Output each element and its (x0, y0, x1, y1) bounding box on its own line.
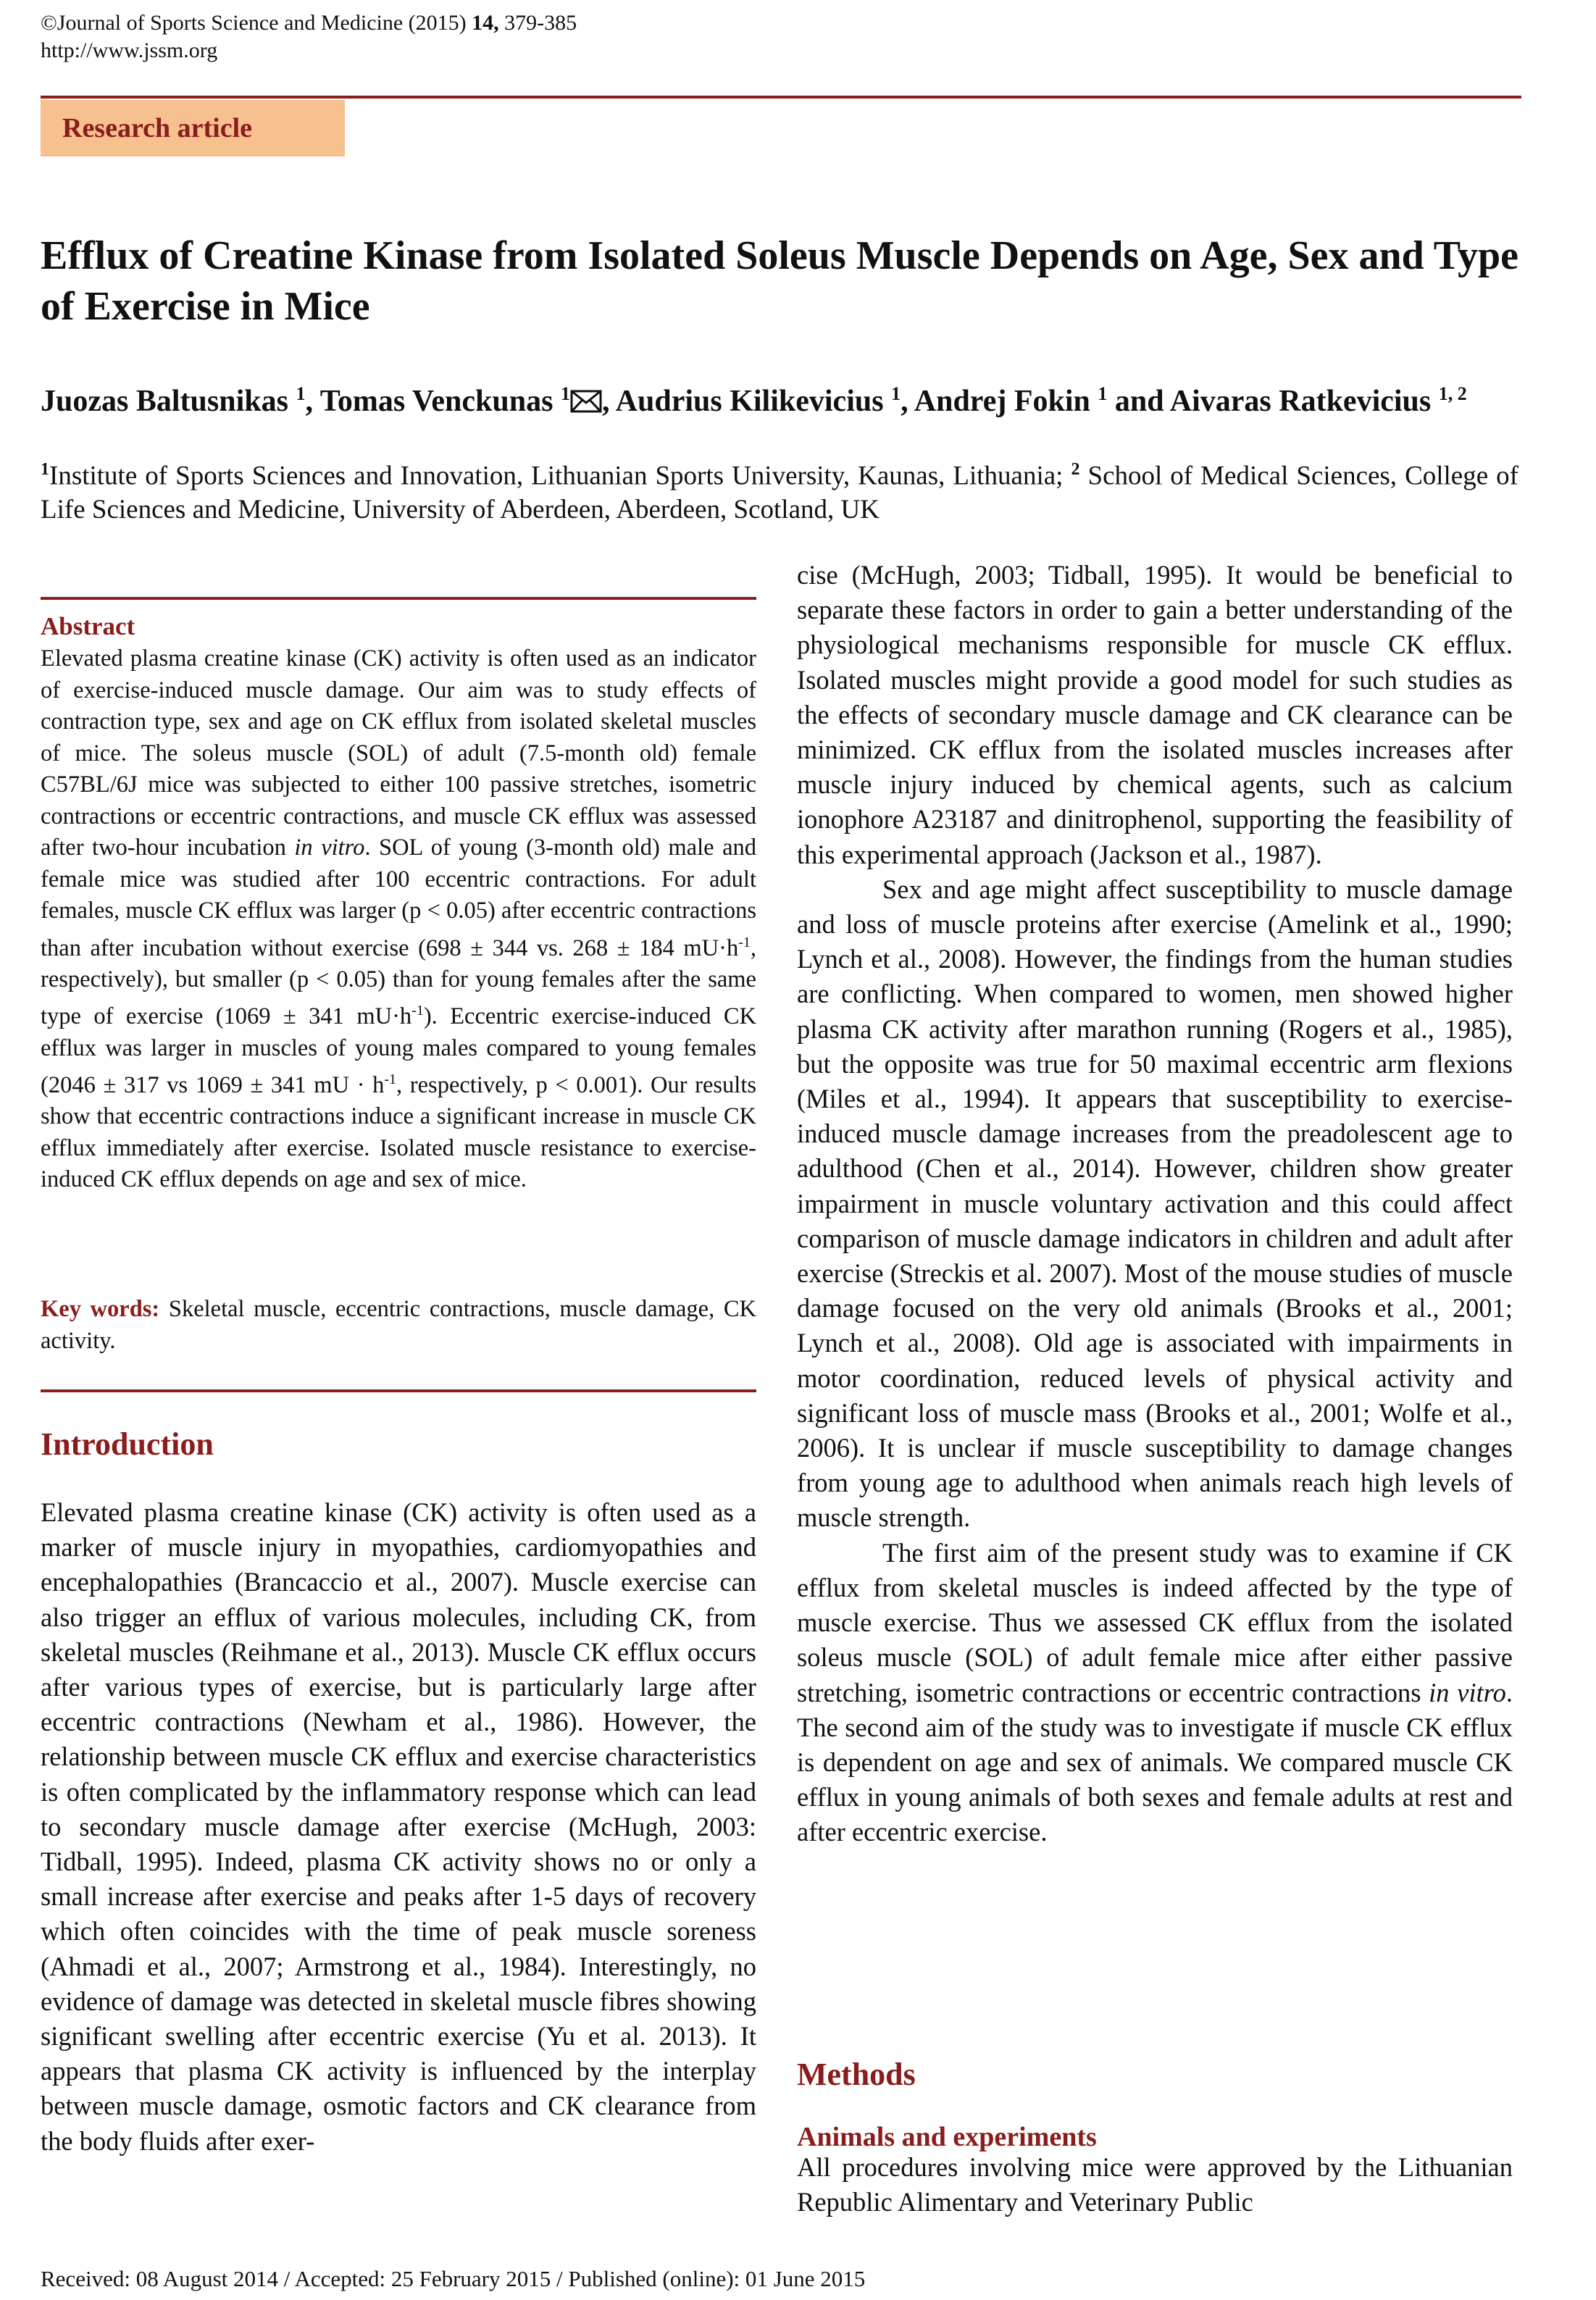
intro-paragraph-3: The first aim of the present study was to examine if CK efflux from skeletal muscles is indeed affected by the type of muscle exercise. Thus we assessed CK efflux from the isolated soleus muscle (SOL) of adult female mice after either passive stretching, isometric contractions or eccentric contractions in vitro. The second aim of the study was to investigate if muscle CK efflux is dependent on age and sex of animals. We compared muscle CK efflux in young animals of both sexes and female adults at rest and after eccentric exercise. (797, 1537, 1513, 1847)
abstract-top-rule (41, 597, 756, 600)
animals-subheading: Animals and experiments (797, 2122, 1097, 2152)
author-list: Juozas Baltusnikas $^1$, Tomas Venckunas $^1$ , Audrius Kilikevicius $^1$, Andrej Fokin $^1$ and Aivaras Ratkevicius $^{1, 2}$ (41, 383, 1467, 418)
article-title: Efflux of Creatine Kinase from Isolated Soleus Muscle Depends on Age, Sex and Type of Exercise in Mice (41, 233, 1518, 329)
introduction-heading: Introduction (41, 1426, 214, 1462)
abstract-bottom-rule (41, 1389, 756, 1392)
article-type-badge: Research article (41, 100, 345, 156)
header-rule (41, 96, 1521, 99)
journal-url[interactable]: http://www.jssm.org (41, 38, 218, 62)
methods-paragraph-1: All procedures involving mice were approved by the Lithuanian Republic Alimentary and Veterinary Public (797, 2152, 1513, 2217)
envelope-icon[interactable] (570, 390, 602, 413)
methods-heading: Methods (797, 2057, 916, 2092)
intro-paragraph-1-cont: cise (McHugh, 2003; Tidball, 1995). It would be beneficial to separate these factors in order to gain a better understanding of the physiological mechanisms responsible for muscle CK efflux. Isolated muscles might provide a good model for such studies as the effects of secondary muscle damage and CK clearance can be minimized. CK efflux from the isolated muscles increases after muscle injury induced by chemical agents, such as calcium ionophore A23187 and dinitrophenol, supporting the feasibility of this experimental approach (Jackson et al., 1987). (797, 560, 1513, 869)
keywords: Key words: Skeletal muscle, eccentric contractions, muscle damage, CK activity. (41, 1296, 756, 1354)
right-column (797, 558, 1513, 1850)
journal-citation: ©Journal of Sports Science and Medicine (2015) 14, 379-385 (41, 11, 577, 35)
affiliations: $^1$Institute of Sports Sciences and Innovation, Lithuanian Sports University, Kaunas, Lithuania; $^2$ School of Medical Sciences, College of Life Sciences and Medicine, University of Aberdeen, Aberdeen, Scotland, UK (41, 460, 1518, 525)
publication-dates: Received: 08 August 2014 / Accepted: 25 February 2015 / Published (online): 01 June 2015 (41, 2266, 866, 2291)
abstract-body: Elevated plasma creatine kinase (CK) activity is often used as an indicator of exercise-induced muscle damage. Our aim was to study effects of contraction type, sex and age on CK efflux from isolated skeletal muscles of mice. The soleus muscle (SOL) of adult (7.5-month old) female C57BL/6J mice was subjected to either 100 passive stretches, isometric contractions or eccentric contractions, and muscle CK efflux was assessed after two-hour incubation in vitro. SOL of young (3-month old) male and female mice was studied after 100 eccentric contractions. For adult females, muscle CK efflux was larger (p < 0.05) after eccentric contractions than after incubation without exercise (698 ± 344 vs. 268 ± 184 $mU\cdot h^{-1}$, respectively), but smaller (p < 0.05) than for young females after the same type of exercise (1069 ± 341 $mU\cdot h^{-1}$). Eccentric exercise-induced CK efflux was larger in muscles of young males compared to young females (2046 ± 317 vs 1069 ± 341 mU · $h^{-1}$, respectively, p < 0.001). Our results show that eccentric contractions induce a significant increase in muscle CK efflux immediately after exercise. Isolated muscle resistance to exercise-induced CK efflux depends on age and sex of mice. (41, 645, 757, 1193)
intro-paragraph-1: Elevated plasma creatine kinase (CK) activity is often used as a marker of muscle injury in myopathies, cardiomyopathies and encephalopathies (Brancaccio et al., 2007). Muscle exercise can also trigger an efflux of various molecules, including CK, from skeletal muscles (Reihmane et al., 2013). Muscle CK efflux occurs after various types of exercise, but is particularly large after eccentric contractions (Newham et al., 1986). However, the relationship between muscle CK efflux and exercise characteristics is often complicated by the inflammatory response which can lead to secondary muscle damage after exercise (McHugh, 2003: Tidball, 1995). Indeed, plasma CK activity shows no or only a small increase after exercise and peaks after 1-5 days of recovery which often coincides with the time of peak muscle soreness (Ahmadi et al., 2007; Armstrong et al., 1984). Interestingly, no evidence of damage was detected in skeletal muscle fibres showing significant swelling after eccentric exercise (Yu et al. 2013). It appears that plasma CK activity is influenced by the interplay between muscle damage, osmotic factors and CK clearance from the body fluids after exer- (41, 1497, 756, 2156)
intro-paragraph-2: Sex and age might affect susceptibility to muscle damage and loss of muscle proteins after exercise (Amelink et al., 1990; Lynch et al., 2008). However, the findings from the human studies are conflicting. When compared to women, men showed higher plasma CK activity after marathon running (Rogers et al., 1985), but the opposite was true for 50 maximal eccentric arm flexions (Miles et al., 1994). It appears that susceptibility to exercise-induced muscle damage increases from the preadolescent age to adulthood (Chen et al., 2014). However, children show greater impairment in muscle voluntary activation and this could affect comparison of muscle damage indicators in children and adult after exercise (Streckis et al. 2007). Most of the mouse studies of muscle damage focused on the very old animals (Brooks et al., 2001; Lynch et al., 2008). Old age is associated with impairments in motor coordination, reduced levels of physical activity and significant loss of muscle mass (Brooks et al., 2001; Wolfe et al., 2006). It is unclear if muscle susceptibility to damage changes from young age to adulthood when animals reach high levels of muscle strength. (797, 874, 1513, 1533)
abstract-heading: Abstract (41, 612, 135, 640)
